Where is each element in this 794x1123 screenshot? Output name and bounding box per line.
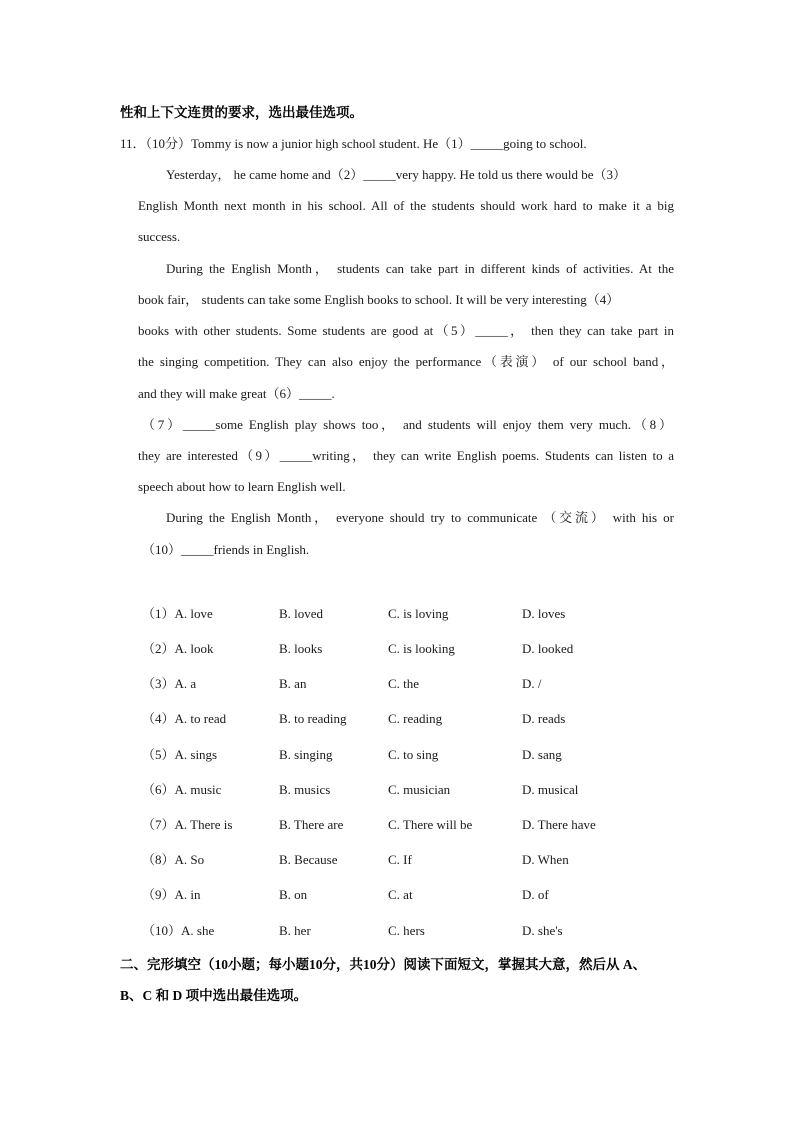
option-b: B. There are [279, 817, 344, 832]
option-a: （10）A. she [142, 923, 215, 938]
option-b: B. her [279, 923, 311, 938]
section-heading: 二、完形填空（10小题；每小题10分，共10分）阅读下面短文，掌握其大意，然后从 A、 [120, 957, 647, 972]
passage-line: the singing competition. They can also enjoy the performance（表演） of our school band， [138, 354, 674, 369]
passage-line: English Month next month in his school. All of the students should work hard to make it a big [138, 198, 674, 213]
option-d: D. loves [522, 606, 566, 621]
option-c: C. If [388, 852, 412, 867]
option-a: （8）A. So [142, 852, 205, 867]
option-b: B. singing [279, 747, 333, 762]
option-a: （5）A. sings [142, 747, 218, 762]
option-b: B. musics [279, 782, 331, 797]
option-a: （9）A. in [142, 887, 201, 902]
passage-line: success. [138, 229, 181, 244]
option-b: B. loved [279, 606, 324, 621]
passage-line: books with other students. Some students are good at（5）_____， then they can take part in [138, 323, 674, 338]
option-d: D. of [522, 887, 549, 902]
option-c: C. musician [388, 782, 451, 797]
option-d: D. musical [522, 782, 579, 797]
option-d: D. reads [522, 711, 566, 726]
option-c: C. is looking [388, 641, 455, 656]
option-b: B. looks [279, 641, 323, 656]
option-b: B. to reading [279, 711, 347, 726]
passage-line: During the English Month， students can take part in different kinds of activities. At the [166, 261, 674, 276]
option-c: C. hers [388, 923, 425, 938]
option-d: D. sang [522, 747, 562, 762]
option-c: C. reading [388, 711, 443, 726]
option-c: C. is loving [388, 606, 449, 621]
passage-line: speech about how to learn English well. [138, 479, 346, 494]
option-c: C. the [388, 676, 420, 691]
option-c: C. to sing [388, 747, 439, 762]
option-d: D. she's [522, 923, 563, 938]
passage-line: During the English Month， everyone should try to communicate （交流） with his or [166, 510, 674, 525]
passage-line: （10）_____friends in English. [142, 542, 310, 557]
instruction-tail: 性和上下文连贯的要求，选出最佳选项。 [120, 105, 363, 120]
option-a: （3）A. a [142, 676, 197, 691]
option-a: （1）A. love [142, 606, 213, 621]
option-a: （2）A. look [142, 641, 214, 656]
option-a: （7）A. There is [142, 817, 233, 832]
option-c: C. There will be [388, 817, 473, 832]
option-b: B. an [279, 676, 307, 691]
option-b: B. Because [279, 852, 338, 867]
passage-line: book fair， students can take some English books to school. It will be very interesting（4） [138, 292, 620, 307]
option-d: D. There have [522, 817, 596, 832]
option-d: D. looked [522, 641, 574, 656]
passage-line: they are interested（9）_____writing， they can write English poems. Students can listen to a [138, 448, 674, 463]
option-d: D. / [522, 676, 542, 691]
question-header-line: 11．（10分）Tommy is now a junior high school student. He（1）_____going to school. [120, 136, 587, 151]
option-a: （6）A. music [142, 782, 222, 797]
section-heading-continued: B、C 和 D 项中选出最佳选项。 [120, 988, 308, 1003]
option-d: D. When [522, 852, 569, 867]
option-c: C. at [388, 887, 413, 902]
passage-line: Yesterday， he came home and（2）_____very happy. He told us there would be（3） [166, 167, 626, 182]
passage-line: and they will make great（6）_____. [138, 386, 335, 401]
passage-line: （7）_____some English play shows too， and students will enjoy them very much.（8） [142, 417, 672, 432]
option-b: B. on [279, 887, 308, 902]
option-a: （4）A. to read [142, 711, 227, 726]
